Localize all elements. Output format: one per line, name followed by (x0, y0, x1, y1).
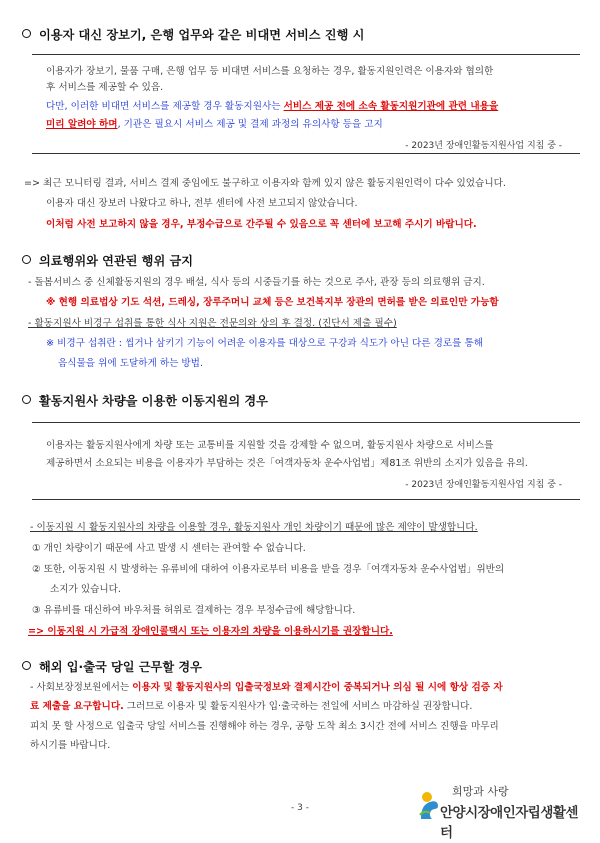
box2-source: - 2023년 장애인활동지원사업 지침 중 - (405, 480, 562, 490)
center-logo (418, 783, 578, 841)
circle-bullet-icon (22, 395, 31, 404)
section-1-heading: 이용자 대신 장보기, 은행 업무와 같은 비대면 서비스 진행 시 (22, 26, 364, 43)
s3-note5: ③ 유류비를 대신하여 바우처를 허위로 결제하는 경우 부정수급에 해당합니다. (32, 605, 356, 616)
s3-note1: - 이동지원 시 활동지원사의 차량을 이용할 경우, 활동지원사 개인 차량이기 때문에 많은 제약이 발생합니다. (30, 522, 478, 533)
box1-line1: 이용자가 장보기, 물품 구매, 은행 업무 등 비대면 서비스를 요청하는 경우, 활동지원인력은 이용자와 협의한 (46, 66, 494, 77)
page-number: - 3 - (291, 803, 309, 813)
note1-warning: 이처럼 사전 보고하지 않을 경우, 부정수급으로 간주될 수 있음으로 꼭 센터에 보고해 주시기 바랍니다. (46, 219, 477, 230)
s2-line4: ※ 비경구 섭취란 : 씹거나 삼키기 기능이 어려운 이용자를 대상으로 구강과 식도가 아닌 다른 경로를 통해 (46, 338, 483, 349)
s2-line2: ※ 현행 의료법상 기도 석션, 드레싱, 장루주머니 교체 등은 보건복지부 장관의 면허를 받은 의료인만 가능함 (46, 297, 499, 308)
logo-org-name: 안양시장애인자립생활센터 (440, 805, 578, 841)
s4-line2: 료 제출을 요구합니다. 그러므로 이용자 및 활동지원사가 입·출국하는 전일에 서비스 마감하실 권장합니다. (30, 701, 473, 712)
s2-line1: - 돌봄서비스 중 신체활동지원의 경우 배설, 식사 등의 시중들기를 하는 것으로 주사, 관장 등의 의료행위 금지. (28, 277, 485, 288)
section-2-heading: 의료행위와 연관된 행위 금지 (22, 252, 193, 269)
box1-line4: 미리 알려야 하며, 기관은 필요시 서비스 제공 및 결제 과정의 유의사항 등을 고지 (46, 119, 383, 130)
circle-bullet-icon (22, 255, 31, 264)
circle-bullet-icon (22, 29, 31, 38)
s3-note4: 소지가 있습니다. (50, 584, 121, 595)
box2-line1: 이용자는 활동지원사에게 차량 또는 교통비를 지원할 것을 강제할 수 없으며, 활동지원사 차량으로 서비스를 (46, 440, 494, 451)
box2-line2: 제공하면서 소요되는 비용을 이용자가 부담하는 것은「여객자동차 운수사업법」제81조 위반의 소지가 있음을 유의. (46, 458, 528, 469)
s2-line3: - 활동지원사 비경구 섭취를 통한 식사 지원은 전문의와 상의 후 결정. (진단서 제출 필수) (28, 318, 397, 329)
s4-line3: 피치 못 할 사정으로 입출국 당일 서비스를 진행해야 하는 경우, 공항 도착 최소 3시간 전에 서비스 진행을 마무리 (30, 721, 499, 732)
section-4-heading: 해외 입·출국 당일 근무할 경우 (22, 658, 202, 675)
s3-note2: ① 개인 차량이기 때문에 사고 발생 시 센터는 관여할 수 없습니다. (32, 543, 306, 554)
box1-line2: 후 서비스를 제공할 수 있음. (46, 82, 164, 93)
circle-bullet-icon (22, 661, 31, 670)
logo-slogan: 희망과 사랑 (452, 785, 509, 798)
s3-note3: ② 또한, 이동지원 시 발생하는 유류비에 대하여 이용자로부터 비용을 받을 경우「여객자동차 운수사업법」위반의 (32, 564, 505, 575)
note1-line2: 이용자 대신 장보러 나왔다고 하나, 전부 센터에 사전 보고되지 않았습니다. (46, 198, 358, 209)
s4-line1: - 사회보장정보원에서는 이용자 및 활동지원사의 입출국정보와 결제시간이 중복되거나 의심 될 시에 항상 검증 자 (30, 682, 503, 693)
s4-line4: 하시기를 바랍니다. (30, 740, 111, 751)
s2-line5: 음식물을 위에 도달하게 하는 방법. (58, 358, 203, 369)
s3-recommendation: => 이동지원 시 가급적 장애인콜택시 또는 이용자의 차량을 이용하시기를 권장합니다. (28, 626, 393, 637)
box1-source: - 2023년 장애인활동지원사업 지침 중 - (405, 141, 562, 151)
person-logo-icon (418, 789, 440, 821)
box1-line3: 다만, 이러한 비대면 서비스를 제공할 경우 활동지원사는 서비스 제공 전에 소속 활동지원기관에 관련 내용을 (46, 101, 499, 112)
section-3-heading: 활동지원사 차량을 이용한 이동지원의 경우 (22, 392, 268, 409)
note1-line1: => 최근 모니터링 결과, 서비스 결제 중임에도 불구하고 이용자와 함께 있지 않은 활동지원인력이 다수 있었습니다. (24, 178, 506, 189)
